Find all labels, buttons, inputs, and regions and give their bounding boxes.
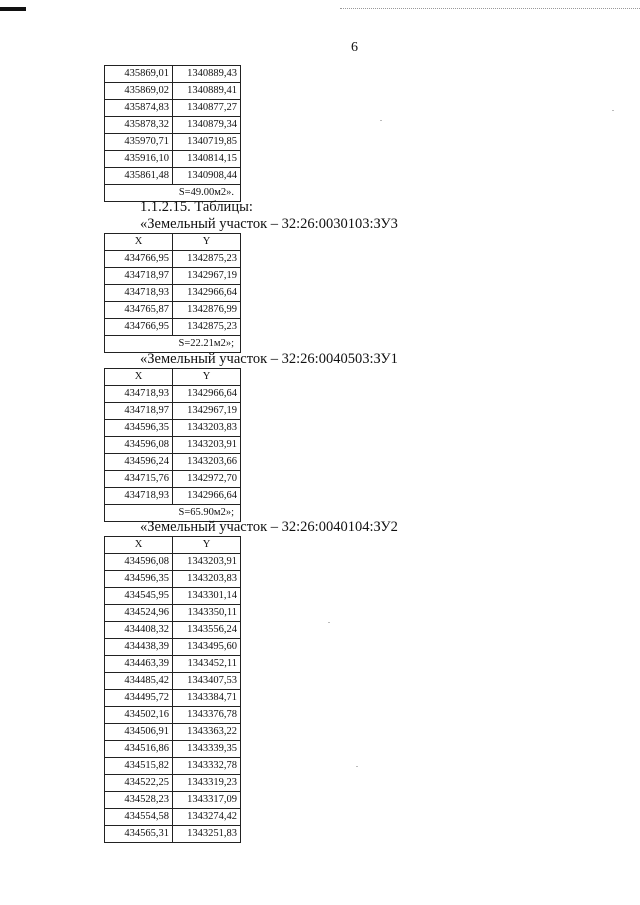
x-cell: 434596,35 (105, 420, 173, 437)
x-cell: 434718,97 (105, 403, 173, 420)
x-header: X (105, 234, 173, 251)
y-cell: 1343319,23 (173, 775, 241, 792)
y-cell: 1343376,78 (173, 707, 241, 724)
x-cell: 435878,32 (105, 117, 173, 134)
x-cell: 435970,71 (105, 134, 173, 151)
y-cell: 1340814,15 (173, 151, 241, 168)
table-row (105, 741, 241, 758)
table-row (105, 420, 241, 437)
x-cell: 434485,42 (105, 673, 173, 690)
table-row (105, 100, 241, 117)
y-cell: 1343203,91 (173, 437, 241, 454)
table-row (105, 809, 241, 826)
x-cell: 434502,16 (105, 707, 173, 724)
area-value: S=65.90м2»; (105, 505, 241, 522)
coordinates-table (104, 368, 241, 522)
table-row (105, 251, 241, 268)
table-row (105, 319, 241, 336)
x-cell: 434565,31 (105, 826, 173, 843)
table-row (105, 792, 241, 809)
y-cell: 1343407,53 (173, 673, 241, 690)
x-cell: 434596,24 (105, 454, 173, 471)
table-header-row (105, 369, 241, 386)
table-row (105, 707, 241, 724)
y-cell: 1343203,91 (173, 554, 241, 571)
x-cell: 434463,39 (105, 656, 173, 673)
x-cell: 434718,93 (105, 285, 173, 302)
x-cell: 434596,08 (105, 437, 173, 454)
coordinates-table (104, 536, 241, 843)
y-cell: 1342966,64 (173, 488, 241, 505)
scan-speck (356, 766, 358, 767)
x-cell: 435874,83 (105, 100, 173, 117)
x-cell: 434524,96 (105, 605, 173, 622)
x-cell: 434554,58 (105, 809, 173, 826)
x-cell: 434408,32 (105, 622, 173, 639)
y-header: Y (173, 369, 241, 386)
y-cell: 1340889,41 (173, 83, 241, 100)
table-row (105, 554, 241, 571)
table-row (105, 605, 241, 622)
x-cell: 434718,93 (105, 386, 173, 403)
table-row (105, 117, 241, 134)
x-cell: 434715,76 (105, 471, 173, 488)
area-row (105, 336, 241, 353)
x-cell: 435916,10 (105, 151, 173, 168)
parcel-title: «Земельный участок – 32:26:0040104:ЗУ2 (140, 519, 398, 535)
table-row (105, 168, 241, 185)
table-row (105, 639, 241, 656)
table-row (105, 285, 241, 302)
coordinates-table (104, 233, 241, 353)
y-cell: 1340877,27 (173, 100, 241, 117)
x-cell: 434506,91 (105, 724, 173, 741)
y-cell: 1343332,78 (173, 758, 241, 775)
y-cell: 1343301,14 (173, 588, 241, 605)
table-row (105, 403, 241, 420)
table-row (105, 437, 241, 454)
x-cell: 434765,87 (105, 302, 173, 319)
x-cell: 434596,08 (105, 554, 173, 571)
y-cell: 1340879,34 (173, 117, 241, 134)
y-cell: 1340908,44 (173, 168, 241, 185)
y-cell: 1343317,09 (173, 792, 241, 809)
y-cell: 1343274,42 (173, 809, 241, 826)
table-row (105, 302, 241, 319)
y-cell: 1343251,83 (173, 826, 241, 843)
table-row (105, 826, 241, 843)
table-row (105, 724, 241, 741)
y-cell: 1343350,11 (173, 605, 241, 622)
table-row (105, 656, 241, 673)
table-row (105, 134, 241, 151)
y-cell: 1343339,35 (173, 741, 241, 758)
x-cell: 435869,02 (105, 83, 173, 100)
x-cell: 435869,01 (105, 66, 173, 83)
x-cell: 434718,97 (105, 268, 173, 285)
page-number: 6 (351, 40, 358, 55)
x-cell: 434515,82 (105, 758, 173, 775)
y-cell: 1343495,60 (173, 639, 241, 656)
y-cell: 1342967,19 (173, 268, 241, 285)
x-cell: 434596,35 (105, 571, 173, 588)
y-header: Y (173, 234, 241, 251)
table-row (105, 454, 241, 471)
table-header-row (105, 234, 241, 251)
table-row (105, 488, 241, 505)
table-row (105, 386, 241, 403)
scan-speck (380, 120, 382, 121)
table-row (105, 66, 241, 83)
x-header: X (105, 537, 173, 554)
y-cell: 1342966,64 (173, 285, 241, 302)
parcel-title: «Земельный участок – 32:26:0040503:ЗУ1 (140, 351, 398, 367)
table-row (105, 268, 241, 285)
y-cell: 1343203,66 (173, 454, 241, 471)
table-row (105, 151, 241, 168)
x-cell: 434522,25 (105, 775, 173, 792)
y-cell: 1343203,83 (173, 571, 241, 588)
y-cell: 1340719,85 (173, 134, 241, 151)
table-row (105, 758, 241, 775)
y-cell: 1343556,24 (173, 622, 241, 639)
scan-edge-line (340, 8, 640, 9)
table-row (105, 622, 241, 639)
table-row (105, 471, 241, 488)
x-cell: 434766,95 (105, 251, 173, 268)
y-header: Y (173, 537, 241, 554)
y-cell: 1342972,70 (173, 471, 241, 488)
y-cell: 1342966,64 (173, 386, 241, 403)
table-row (105, 775, 241, 792)
table-row (105, 571, 241, 588)
x-cell: 434545,95 (105, 588, 173, 605)
x-cell: 434495,72 (105, 690, 173, 707)
x-cell: 434516,86 (105, 741, 173, 758)
y-cell: 1340889,43 (173, 66, 241, 83)
x-cell: 435861,48 (105, 168, 173, 185)
y-cell: 1343203,83 (173, 420, 241, 437)
x-cell: 434766,95 (105, 319, 173, 336)
table-row (105, 83, 241, 100)
table-row (105, 673, 241, 690)
x-cell: 434718,93 (105, 488, 173, 505)
area-value: S=49.00м2». (105, 185, 241, 202)
y-cell: 1342967,19 (173, 403, 241, 420)
scan-edge-mark (0, 7, 26, 11)
x-cell: 434438,39 (105, 639, 173, 656)
x-header: X (105, 369, 173, 386)
y-cell: 1343452,11 (173, 656, 241, 673)
section-heading: 1.1.2.15. Таблицы: (140, 199, 253, 215)
y-cell: 1343363,22 (173, 724, 241, 741)
parcel-title: «Земельный участок – 32:26:0030103:ЗУ3 (140, 216, 398, 232)
area-value: S=22.21м2»; (105, 336, 241, 353)
x-cell: 434528,23 (105, 792, 173, 809)
table-row (105, 690, 241, 707)
table-row (105, 588, 241, 605)
y-cell: 1342875,23 (173, 319, 241, 336)
scan-speck (328, 622, 330, 623)
y-cell: 1342875,23 (173, 251, 241, 268)
table-header-row (105, 537, 241, 554)
y-cell: 1343384,71 (173, 690, 241, 707)
coordinates-table-continued (104, 65, 241, 202)
scan-speck (612, 110, 614, 111)
y-cell: 1342876,99 (173, 302, 241, 319)
